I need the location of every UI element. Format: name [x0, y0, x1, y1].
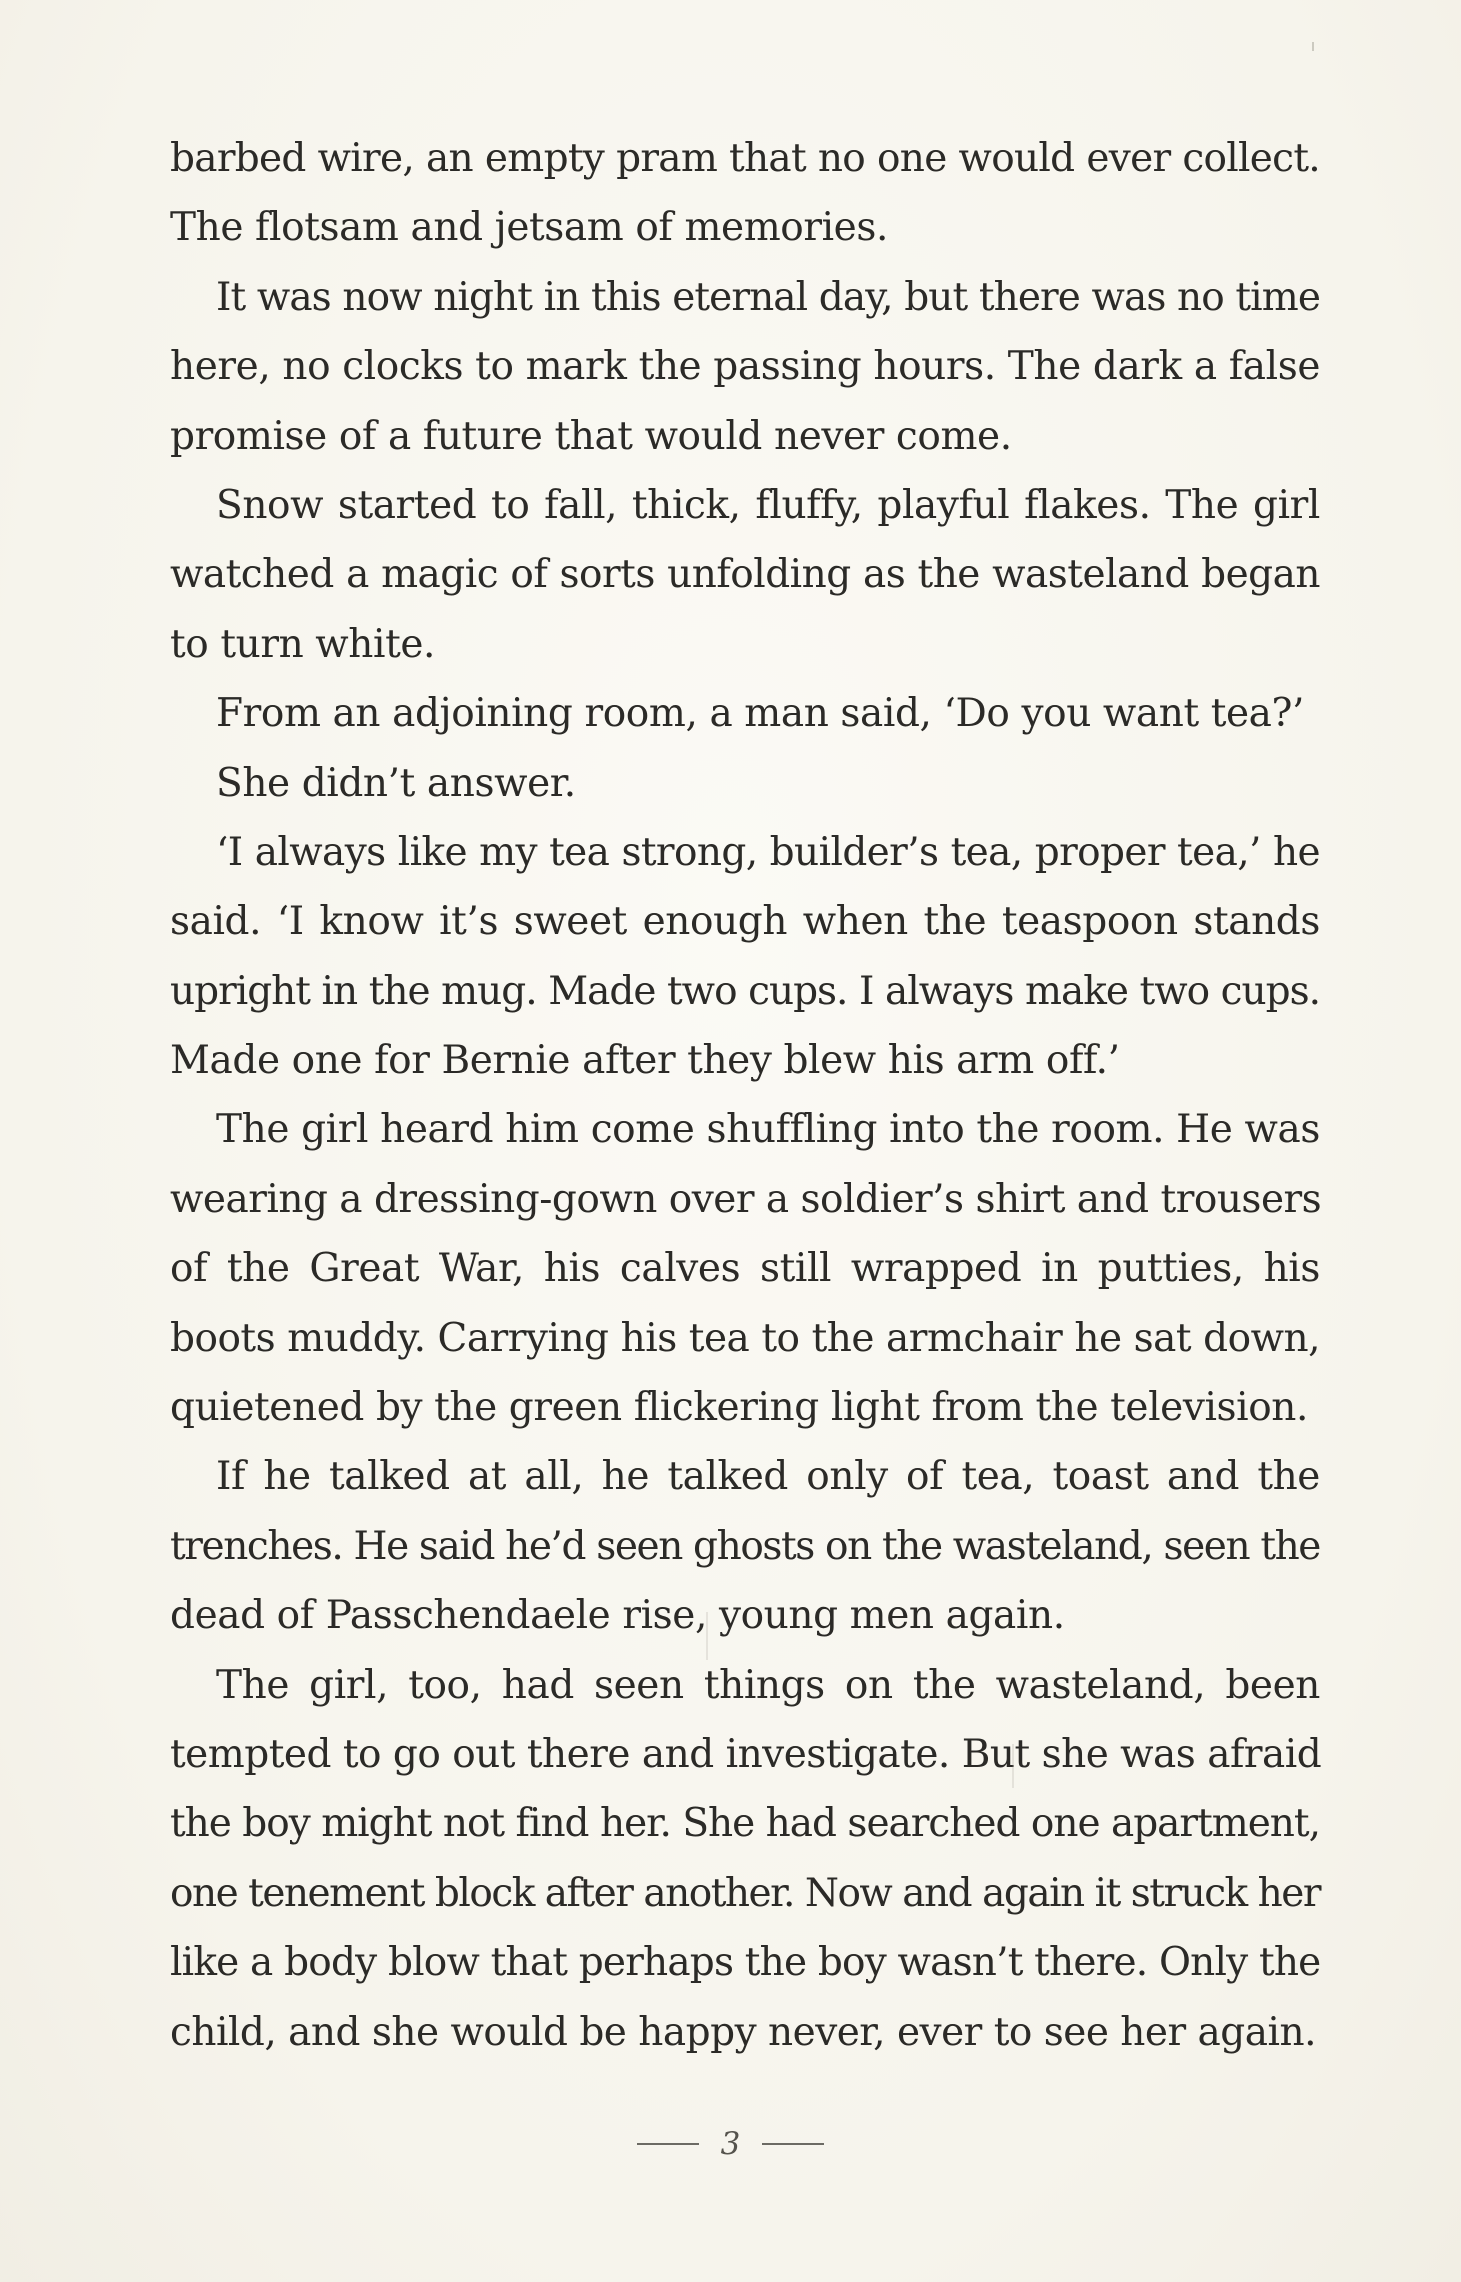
scan-speck	[1012, 1744, 1014, 1788]
page-footer	[0, 2114, 1461, 2174]
text-line: Made one for Bernie after they blew his arm off.’	[170, 1038, 1120, 1084]
text-line: The flotsam and jetsam of memories.	[170, 205, 888, 251]
text-line: promise of a future that would never come.	[170, 413, 1012, 459]
text-line: The girl heard him come shuffling into the room. He was	[216, 1107, 1320, 1153]
text-line: one tenement block after another. Now and again it struck her	[170, 1870, 1320, 1916]
page-number: 3	[720, 2126, 741, 2162]
text-line: trenches. He said he’d seen ghosts on the wasteland, seen the	[170, 1523, 1320, 1569]
scan-speck	[1312, 42, 1314, 51]
text-line: If he talked at all, he talked only of tea, toast and the	[216, 1454, 1320, 1500]
text-line: dead of Passchendaele rise, young men again.	[170, 1593, 1065, 1639]
text-line: watched a magic of sorts unfolding as the wasteland began	[170, 552, 1320, 598]
text-line: barbed wire, an empty pram that no one would ever collect.	[170, 136, 1320, 181]
text-line: boots muddy. Carrying his tea to the armchair he sat down,	[170, 1315, 1320, 1361]
text-line: of the Great War, his calves still wrapped in putties, his	[170, 1246, 1320, 1292]
text-line: the boy might not find her. She had searched one apartment,	[170, 1801, 1320, 1847]
text-line: Snow started to fall, thick, fluffy, playful flakes. The girl	[216, 482, 1320, 528]
text-line: The girl, too, had seen things on the wasteland, been	[216, 1662, 1320, 1708]
text-line: wearing a dressing-gown over a soldier’s shirt and trousers	[170, 1176, 1322, 1222]
footer-rule-right	[762, 2143, 824, 2145]
text-line: It was now night in this eternal day, but there was no time	[216, 274, 1320, 320]
body-text	[170, 124, 1320, 2067]
text-line: to turn white.	[170, 621, 436, 667]
text-line: quietened by the green flickering light from the television.	[170, 1385, 1309, 1431]
text-line: upright in the mug. Made two cups. I always make two cups.	[170, 968, 1320, 1014]
footer-rule-left	[637, 2143, 699, 2145]
text-line: From an adjoining room, a man said, ‘Do you want tea?’	[216, 691, 1305, 737]
text-line: said. ‘I know it’s sweet enough when the teaspoon stands	[170, 899, 1320, 945]
text-line: tempted to go out there and investigate. But she was afraid	[170, 1731, 1322, 1777]
text-line: like a body blow that perhaps the boy wasn’t there. Only the	[170, 1940, 1321, 1986]
scan-speck	[706, 1612, 708, 1660]
text-line: here, no clocks to mark the passing hours. The dark a false	[170, 344, 1320, 390]
text-line: child, and she would be happy never, ever to see her again.	[170, 2009, 1317, 2055]
text-line: ‘I always like my tea strong, builder’s tea, proper tea,’ he	[216, 829, 1320, 875]
text-line: She didn’t answer.	[216, 760, 576, 806]
